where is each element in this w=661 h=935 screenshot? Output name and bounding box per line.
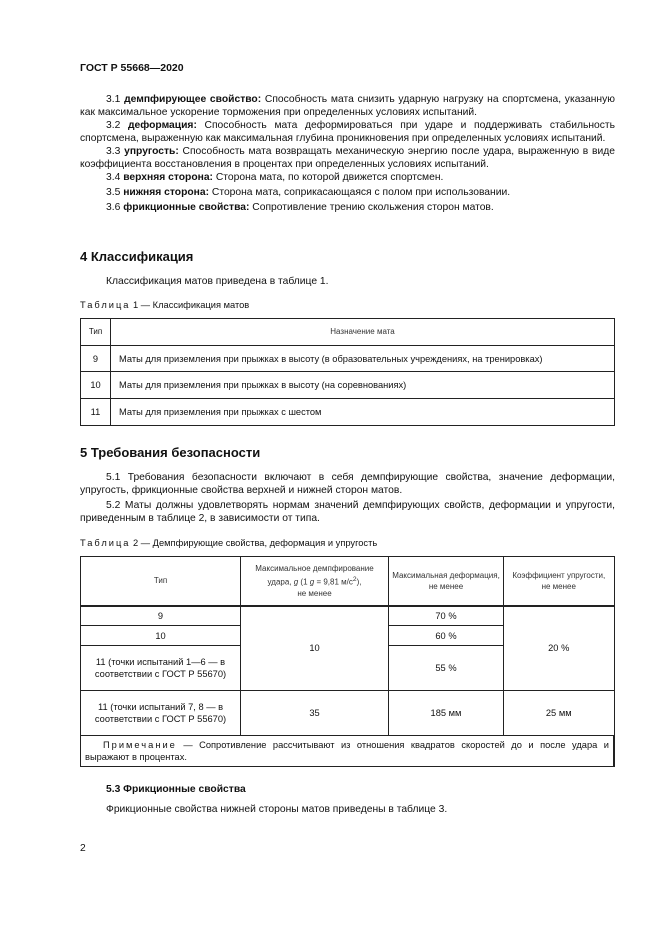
term-definition: 3.4 верхняя сторона: Сторона мата, по которой движется спортсмен. (106, 172, 444, 183)
term-definition: 3.5 нижняя сторона: Сторона мата, соприкасающаяся с полом при использовании. (106, 187, 511, 198)
table-2-caption: Таблица 2 — Демпфирующие свойства, деформация и упругость (80, 538, 378, 548)
term: нижняя сторона: (123, 187, 210, 198)
term-definition: 3.6 фрикционные свойства: Сопротивление трению скольжения сторон матов. (106, 202, 494, 213)
table-row: 10 60 % (81, 626, 615, 646)
term: верхняя сторона: (123, 172, 213, 183)
term-definition: 3.2 деформация: Способность мата деформироваться при ударе и поддерживать стабильность спортсмена, выраженную как максимальная глубина проникновения при определенных условиях испытаний. (80, 120, 615, 144)
term: деформация: (127, 120, 197, 131)
table-header-row: Тип Назначение мата (81, 319, 615, 346)
table-row: 9 Маты для приземления при прыжках в высоту (в образовательных учреждениях, на тренировках) (81, 346, 615, 372)
terms-section (80, 93, 615, 214)
table-row: 10 Маты для приземления при прыжках в высоту (на соревнованиях) (81, 372, 615, 399)
section-4-heading: 4 Классификация (80, 249, 194, 264)
table-header-row: Тип Максимальное демпфирование удара, g (1 g = 9,81 $м/с^2$), не менее Максимальная деформация, не менее Коэффициент упругости, не менее (81, 557, 615, 606)
term: демпфирующее свойство: (124, 94, 262, 105)
table-1 (80, 318, 615, 426)
term-definition: 3.3 упругость: Способность мата возвращать механическую энергию после удара, выраженную в виде коэффициента восстановления в процентах при определенных условиях испытаний. (80, 146, 615, 170)
section-5-heading: 5 Требования безопасности (80, 445, 261, 460)
table-1-caption: Таблица 1 — Классификация матов (80, 300, 250, 310)
term: фрикционные свойства: (123, 202, 250, 213)
document-header: ГОСТ Р 55668—2020 (80, 62, 184, 74)
table-row: 11 Маты для приземления при прыжках с шестом (81, 399, 615, 426)
section-5-3-text: Фрикционные свойства нижней стороны матов приведены в таблице 3. (106, 804, 448, 815)
table-note-row: Примечание — Сопротивление рассчитывают из отношения квадратов скоростей до и после удара и выражают в процентах. (81, 736, 615, 767)
section-4-text: Классификация матов приведена в таблице 1. (106, 276, 329, 287)
page-number: 2 (80, 843, 86, 854)
table-row: 11 (точки испытаний 7, 8 — в соответствии с ГОСТ Р 55670) 35 185 мм 25 мм (81, 691, 615, 736)
table-row: 11 (точки испытаний 1—6 — в соответствии с ГОСТ Р 55670) 55 % (81, 646, 615, 691)
section-5-3-heading: 5.3 Фрикционные свойства (106, 784, 246, 795)
term-definition: 3.1 демпфирующее свойство: Способность мата снизить ударную нагрузку на спортсмена, указанную как максимальное ускорение торможения при определенных условиях испытаний. (80, 94, 615, 118)
term: упругость: (124, 146, 179, 157)
paragraph-5-1: 5.1 Требования безопасности включают в себя демпфирующие свойства, значение деформации, упругость, фрикционные свойства верхней и нижней сторон матов. (80, 472, 615, 496)
table-2 (80, 556, 615, 767)
paragraph-5-2: 5.2 Маты должны удовлетворять нормам значений демпфирующих свойств, деформации и упругости, приведенным в таблице 2, в зависимости от типа. (80, 500, 615, 524)
table-row: 9 10 70 % 20 % (81, 606, 615, 626)
